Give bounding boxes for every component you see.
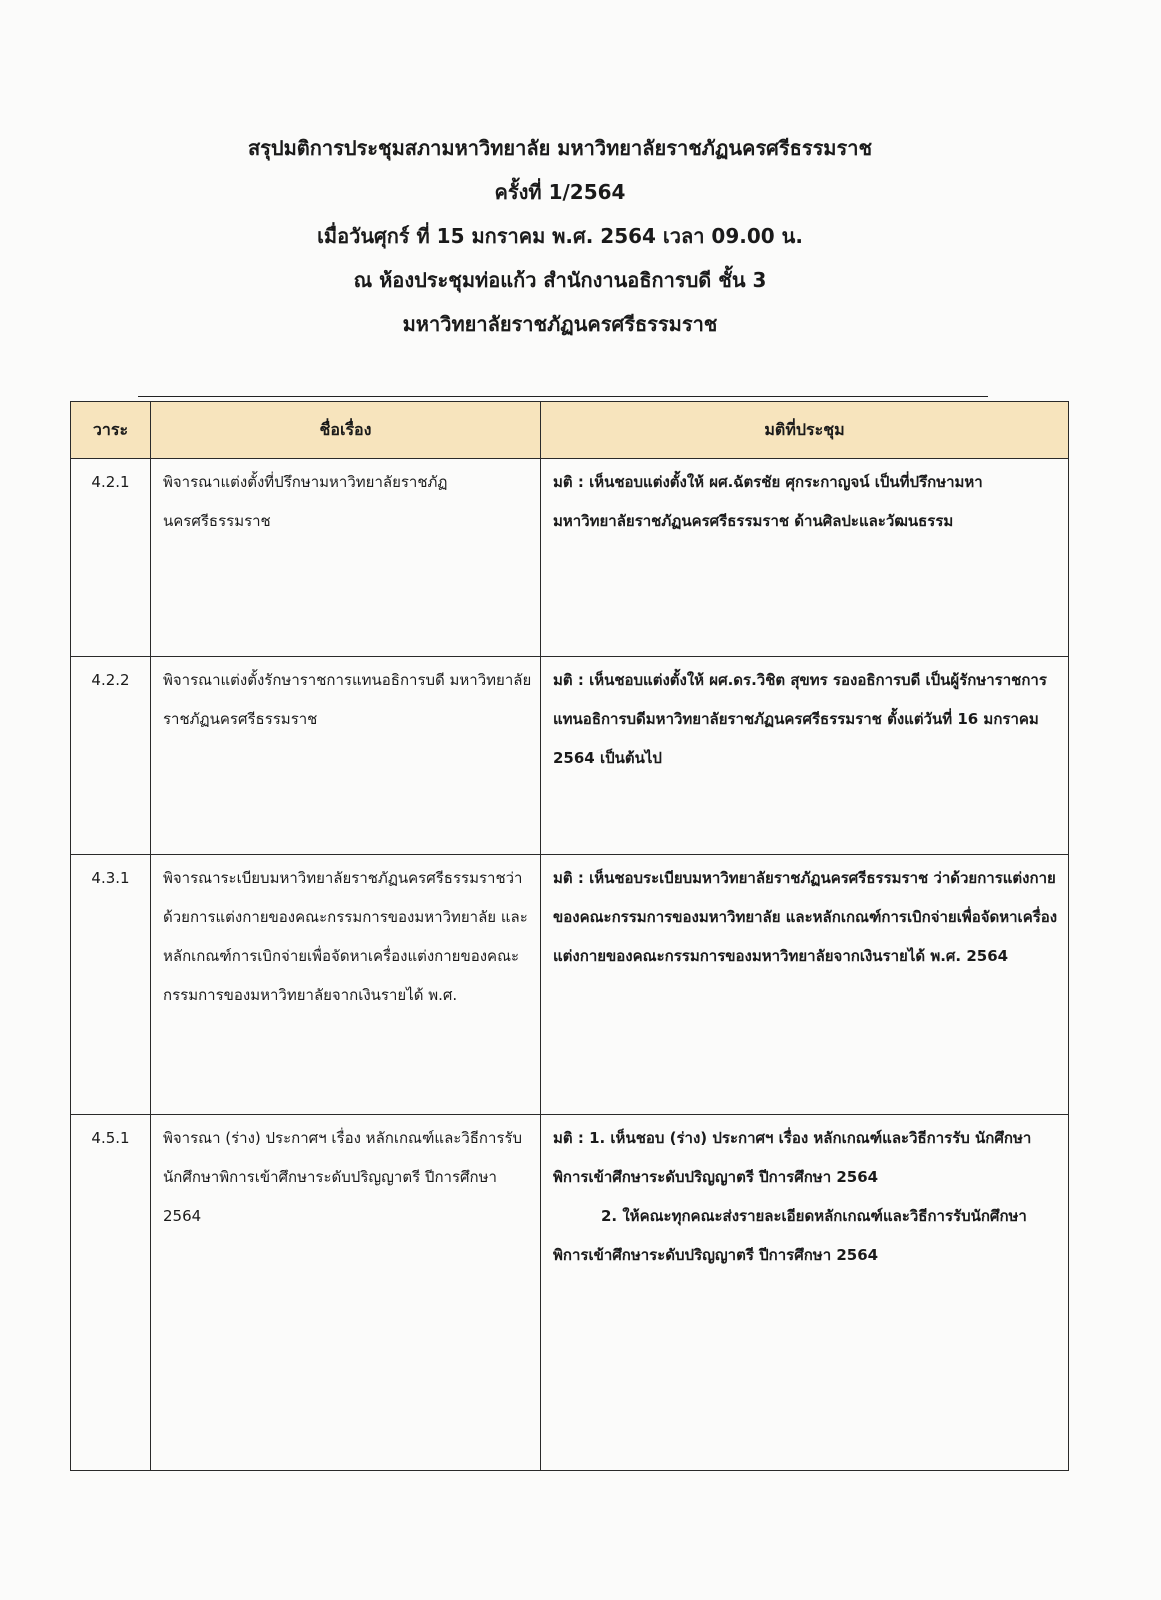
resolution-cell: มติ : เห็นชอบแต่งตั้งให้ ผศ.ฉัตรชัย ศุกระกาญจน์ เป็นที่ปรึกษามหามหาวิทยาลัยราชภัฏนครศรีธรรมราช ด้านศิลปะและวัฒนธรรม <box>541 459 1069 657</box>
header-university: มหาวิทยาลัยราชภัฏนครศรีธรรมราช <box>402 312 718 336</box>
document-header <box>0 126 1120 346</box>
resolution-cell: มติ : เห็นชอบแต่งตั้งให้ ผศ.ดร.วิชิต สุขทร รองอธิการบดี เป็นผู้รักษาราชการแทนอธิการบดีมหาวิทยาลัยราชภัฏนครศรีธรรมราช ตั้งแต่วันที่ 16 มกราคม 2564 เป็นต้นไป <box>541 657 1069 855</box>
table-row <box>71 1115 1069 1471</box>
header-venue: ณ ห้องประชุมท่อแก้ว สำนักงานอธิการบดี ชั้น 3 <box>353 268 767 292</box>
resolution-item-1: มติ : 1. เห็นชอบ (ร่าง) ประกาศฯ เรื่อง หลักเกณฑ์และวิธีการรับ นักศึกษาพิการเข้าศึกษาระดับปริญญาตรี ปีการศึกษา 2564 <box>553 1129 1032 1186</box>
subject-cell: พิจารณาแต่งตั้งที่ปรึกษามหาวิทยาลัยราชภัฏนครศรีธรรมราช <box>151 459 541 657</box>
resolution-item-2: 2. ให้คณะทุกคณะส่งรายละเอียดหลักเกณฑ์และวิธีการรับนักศึกษาพิการเข้าศึกษาระดับปริญญาตรี ปีการศึกษา 2564 <box>553 1207 1027 1264</box>
column-header-resolution: มติที่ประชุม <box>541 402 1069 459</box>
table-row <box>71 459 1069 657</box>
header-title: สรุปมติการประชุมสภามหาวิทยาลัย มหาวิทยาลัยราชภัฏนครศรีธรรมราช <box>247 136 873 160</box>
table-row <box>71 855 1069 1115</box>
header-rule <box>138 396 988 397</box>
column-header-subject: ชื่อเรื่อง <box>151 402 541 459</box>
agenda-number: 4.5.1 <box>71 1115 151 1471</box>
subject-cell: พิจารณาแต่งตั้งรักษาราชการแทนอธิการบดี มหาวิทยาลัยราชภัฏนครศรีธรรมราช <box>151 657 541 855</box>
agenda-number: 4.2.1 <box>71 459 151 657</box>
subject-cell: พิจารณา (ร่าง) ประกาศฯ เรื่อง หลักเกณฑ์และวิธีการรับ นักศึกษาพิการเข้าศึกษาระดับปริญญาตรี ปีการศึกษา 2564 <box>151 1115 541 1471</box>
column-header-agenda: วาระ <box>71 402 151 459</box>
header-date-time: เมื่อวันศุกร์ ที่ 15 มกราคม พ.ศ. 2564 เวลา 09.00 น. <box>317 224 803 248</box>
resolution-cell <box>541 1115 1069 1471</box>
subject-cell: พิจารณาระเบียบมหาวิทยาลัยราชภัฏนครศรีธรรมราชว่าด้วยการแต่งกายของคณะกรรมการของมหาวิทยาลัย และหลักเกณฑ์การเบิกจ่ายเพื่อจัดหาเครื่องแต่งกายของคณะกรรมการของมหาวิทยาลัยจากเงินรายได้ พ.ศ. <box>151 855 541 1115</box>
header-session: ครั้งที่ 1/2564 <box>494 180 626 204</box>
agenda-number: 4.2.2 <box>71 657 151 855</box>
agenda-number: 4.3.1 <box>71 855 151 1115</box>
table-row <box>71 657 1069 855</box>
resolution-cell: มติ : เห็นชอบระเบียบมหาวิทยาลัยราชภัฏนครศรีธรรมราช ว่าด้วยการแต่งกายของคณะกรรมการของมหาวิทยาลัย และหลักเกณฑ์การเบิกจ่ายเพื่อจัดหาเครื่องแต่งกายของคณะกรรมการของมหาวิทยาลัยจากเงินรายได้ พ.ศ. 2564 <box>541 855 1069 1115</box>
resolutions-table <box>70 401 1069 1471</box>
table-header-row <box>71 402 1069 459</box>
